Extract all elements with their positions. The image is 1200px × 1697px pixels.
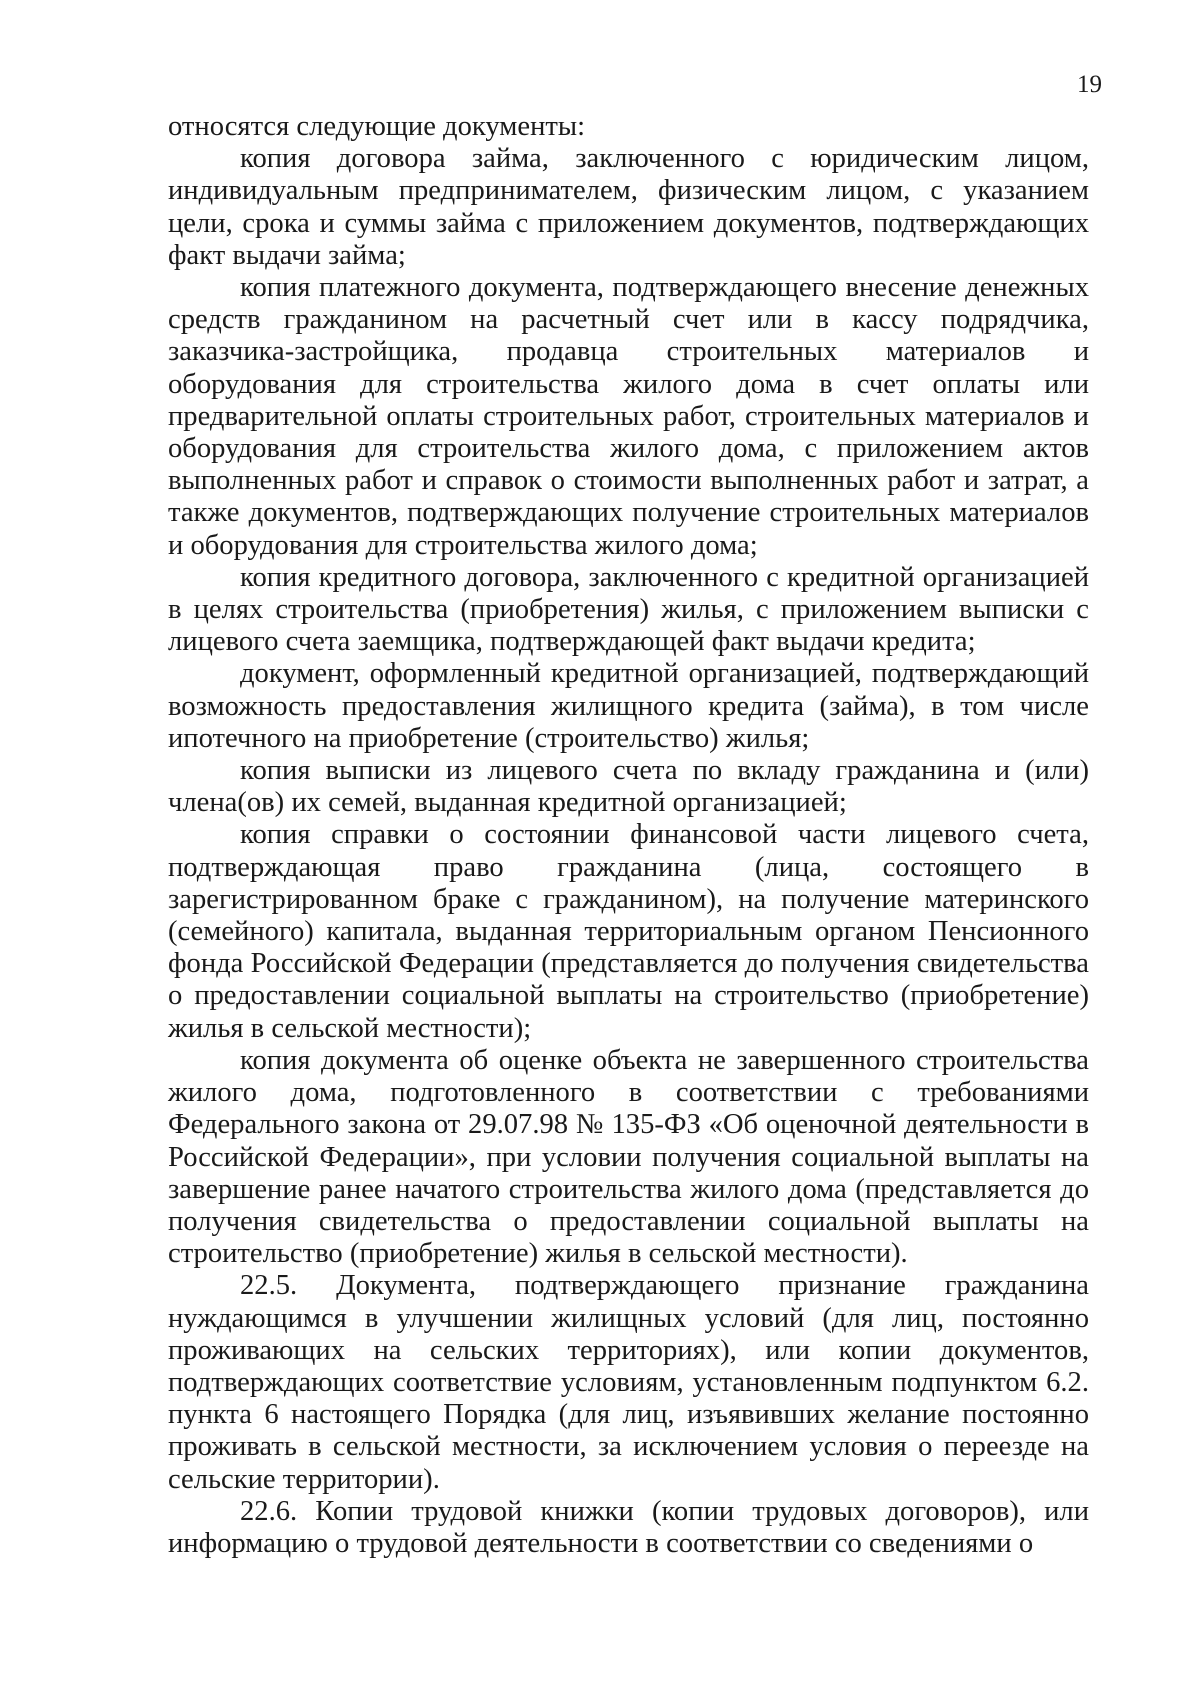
paragraph-22-6: 22.6. Копии трудовой книжки (копии трудовых договоров), или информацию о трудовой деятельности в соответствии со сведениями о	[168, 1495, 1089, 1559]
document-body	[168, 111, 1089, 1560]
paragraph-credit-possibility: документ, оформленный кредитной организацией, подтверждающий возможность предоставления жилищного кредита (займа), в том числе ипотечного на приобретение (строительство) жилья;	[168, 658, 1089, 754]
paragraph-loan-agreement: копия договора займа, заключенного с юридическим лицом, индивидуальным предпринимателем, физическим лицом, с указанием цели, срока и суммы займа с приложением документов, подтверждающих факт выдачи займа;	[168, 143, 1089, 271]
paragraph-maternity-capital: копия справки о состоянии финансовой части лицевого счета, подтверждающая право гражданина (лица, состоящего в зарегистрированном браке с гражданином), на получение материнского (семейного) капитала, выданная территориальным органом Пенсионного фонда Российской Федерации (представляется до получения свидетельства о предоставлении социальной выплаты на строительство (приобретение) жилья в сельской местности);	[168, 819, 1089, 1044]
paragraph-credit-agreement: копия кредитного договора, заключенного с кредитной организацией в целях строительства (приобретения) жилья, с приложением выписки с лицевого счета заемщика, подтверждающей факт выдачи кредита;	[168, 561, 1089, 658]
paragraph-payment-document: копия платежного документа, подтверждающего внесение денежных средств гражданином на расчетный счет или в кассу подрядчика, заказчика-застройщика, продавца строительных материалов и оборудования для строительства жилого дома в счет оплаты или предварительной оплаты строительных работ, строительных материалов и оборудования для строительства жилого дома, с приложением актов выполненных работ и справок о стоимости выполненных работ и затрат, а также документов, подтверждающих получение строительных материалов и оборудования для строительства жилого дома;	[168, 272, 1089, 561]
paragraph-valuation-document: копия документа об оценке объекта не завершенного строительства жилого дома, подготовленного в соответствии с требованиями Федерального закона от 29.07.98 № 135-ФЗ «Об оценочной деятельности в Российской Федерации», при условии получения социальной выплаты на завершение ранее начатого строительства жилого дома (представляется до получения свидетельства о предоставлении социальной выплаты на строительство (приобретение) жилья в сельской местности).	[168, 1044, 1089, 1270]
paragraph-22-5: 22.5. Документа, подтверждающего признание гражданина нуждающимся в улучшении жилищных условий (для лиц, постоянно проживающих на сельских территориях), или копии документов, подтверждающих соответствие условиям, установленным подпунктом 6.2. пункта 6 настоящего Порядка (для лиц, изъявивших желание постоянно проживать в сельской местности, за исключением условия о переезде на сельские территории).	[168, 1270, 1089, 1495]
page-number: 19	[1077, 71, 1102, 98]
paragraph-account-statement: копия выписки из лицевого счета по вкладу гражданина и (или) члена(ов) их семей, выданная кредитной организацией;	[168, 755, 1089, 819]
paragraph-intro: относятся следующие документы:	[168, 111, 586, 142]
